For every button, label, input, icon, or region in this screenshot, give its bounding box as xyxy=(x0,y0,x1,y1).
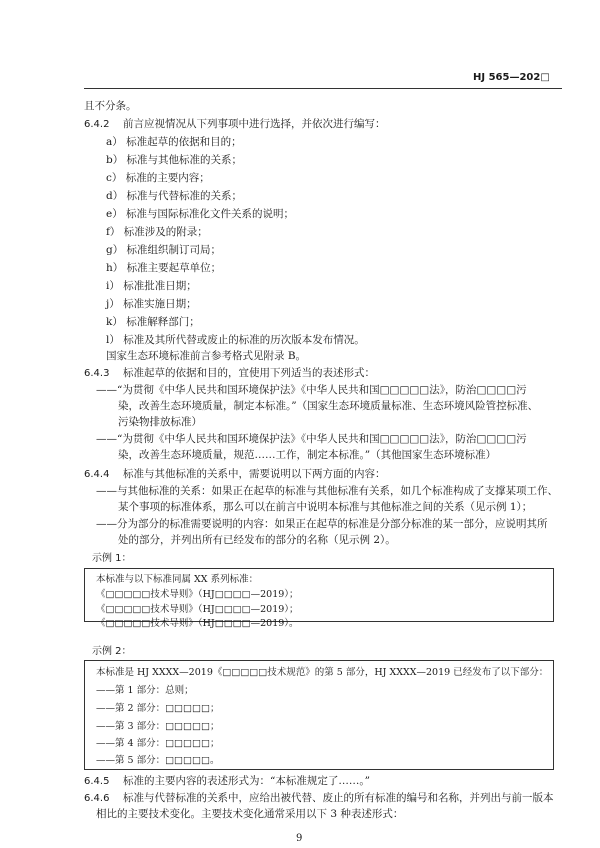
list-item: i） 标准批准日期； xyxy=(106,280,197,292)
paragraph-line: 某个事项的标准体系，那么可以在前言中说明本标准与其他标准之间的关系（见示例 1）； xyxy=(118,501,533,513)
paragraph-line: ——“为贯彻《中华人民共和国环境保护法》《中华人民共和国□□□□□法》，防治□□□□污 xyxy=(96,384,527,396)
list-item: c） 标准的主要内容； xyxy=(106,172,210,184)
header-rule xyxy=(84,88,562,89)
list-item: j） 标准实施日期； xyxy=(106,298,197,310)
appendix-note: 国家生态环境标准前言参考格式见附录 B。 xyxy=(106,350,307,362)
paragraph-line: 处的部分，并列出所有已经发布的部分的名称（见示例 2）。 xyxy=(118,534,396,546)
example-line: 本标准与以下标准同属 XX 系列标准： xyxy=(96,574,259,585)
section-text-6-4-5: 标准的主要内容的表述形式为：“本标准规定了……。” xyxy=(123,775,370,787)
example-line: 《□□□□□技术导则》（HJ□□□□—2019）； xyxy=(96,604,299,615)
section-text-6-4-3: 标准起草的依据和目的，宜使用下列适当的表述形式： xyxy=(123,367,375,379)
list-item: a） 标准起草的依据和目的； xyxy=(106,136,242,148)
continuation-text: 且不分条。 xyxy=(84,100,137,112)
list-item: g） 标准组织制订司局； xyxy=(106,244,222,256)
example-line: 《□□□□□技术导则》（HJ□□□□—2019）； xyxy=(96,589,299,600)
page-number: 9 xyxy=(296,833,303,844)
paragraph-line: ——分为部分的标准需要说明的内容：如果正在起草的标准是分部分标准的某一部分，应说明其所 xyxy=(96,518,548,530)
example-line: 《□□□□□技术导则》（HJ□□□□—2019）。 xyxy=(96,618,299,629)
paragraph-line: 染，改善生态环境质量，规范……工作，制定本标准。”（其他国家生态环境标准） xyxy=(118,449,497,461)
list-item: d） 标准与代替标准的关系； xyxy=(106,190,243,202)
section-number-6-4-4: 6.4.4 xyxy=(84,469,110,480)
example-line: ——第 5 部分：□□□□□。 xyxy=(96,755,220,766)
list-item: e） 标准与国际标准化文件关系的说明； xyxy=(106,208,295,220)
paragraph-line: 染，改善生态环境质量，制定本标准。”（国家生态环境质量标准、生态环境风险管控标准、 xyxy=(118,400,539,412)
example-line: ——第 4 部分：□□□□□； xyxy=(96,738,220,749)
section-number-6-4-3: 6.4.3 xyxy=(84,368,110,379)
list-item: l） 标准及其所代替或废止的标准的历次版本发布情况。 xyxy=(106,334,365,346)
paragraph-line: ——与其他标准的关系：如果正在起草的标准与其他标准有关系，如几个标准构成了支撑某项工作、 xyxy=(96,485,558,497)
example-line: 本标准是 HJ XXXX—2019《□□□□□技术规范》的第 5 部分，HJ XXXX—2019 已经发布了以下部分： xyxy=(96,667,549,678)
section-text-6-4-2: 前言应视情况从下列事项中进行选择，并依次进行编写： xyxy=(123,118,386,130)
section-text-6-4-6: 标准与代替标准的关系中，应给出被代替、废止的所有标准的编号和名称，并列出与前一版本 xyxy=(123,792,554,804)
example-line: ——第 3 部分：□□□□□； xyxy=(96,721,220,732)
section-number-6-4-2: 6.4.2 xyxy=(84,119,110,130)
example-2-label: 示例 2： xyxy=(92,646,132,657)
list-item: b） 标准与其他标准的关系； xyxy=(106,154,243,166)
paragraph-line: 相比的主要技术变化。主要技术变化通常采用以下 3 种表述形式： xyxy=(96,808,404,820)
section-number-6-4-5: 6.4.5 xyxy=(84,776,110,787)
list-item: h） 标准主要起草单位； xyxy=(106,262,222,274)
section-number-6-4-6: 6.4.6 xyxy=(84,793,110,804)
list-item: f） 标准涉及的附录； xyxy=(106,226,208,238)
list-item: k） 标准解释部门； xyxy=(106,316,200,328)
paragraph-line: ——“为贯彻《中华人民共和国环境保护法》《中华人民共和国□□□□□法》，防治□□□□污 xyxy=(96,433,527,445)
example-line: ——第 1 部分：总则； xyxy=(96,685,194,696)
example-1-label: 示例 1： xyxy=(92,553,132,564)
section-text-6-4-4: 标准与其他标准的关系中，需要说明以下两方面的内容： xyxy=(123,468,386,480)
example-line: ——第 2 部分：□□□□□； xyxy=(96,703,220,714)
paragraph-line: 污染物排放标准） xyxy=(118,416,202,428)
document-code: HJ 565—202□ xyxy=(473,72,550,83)
